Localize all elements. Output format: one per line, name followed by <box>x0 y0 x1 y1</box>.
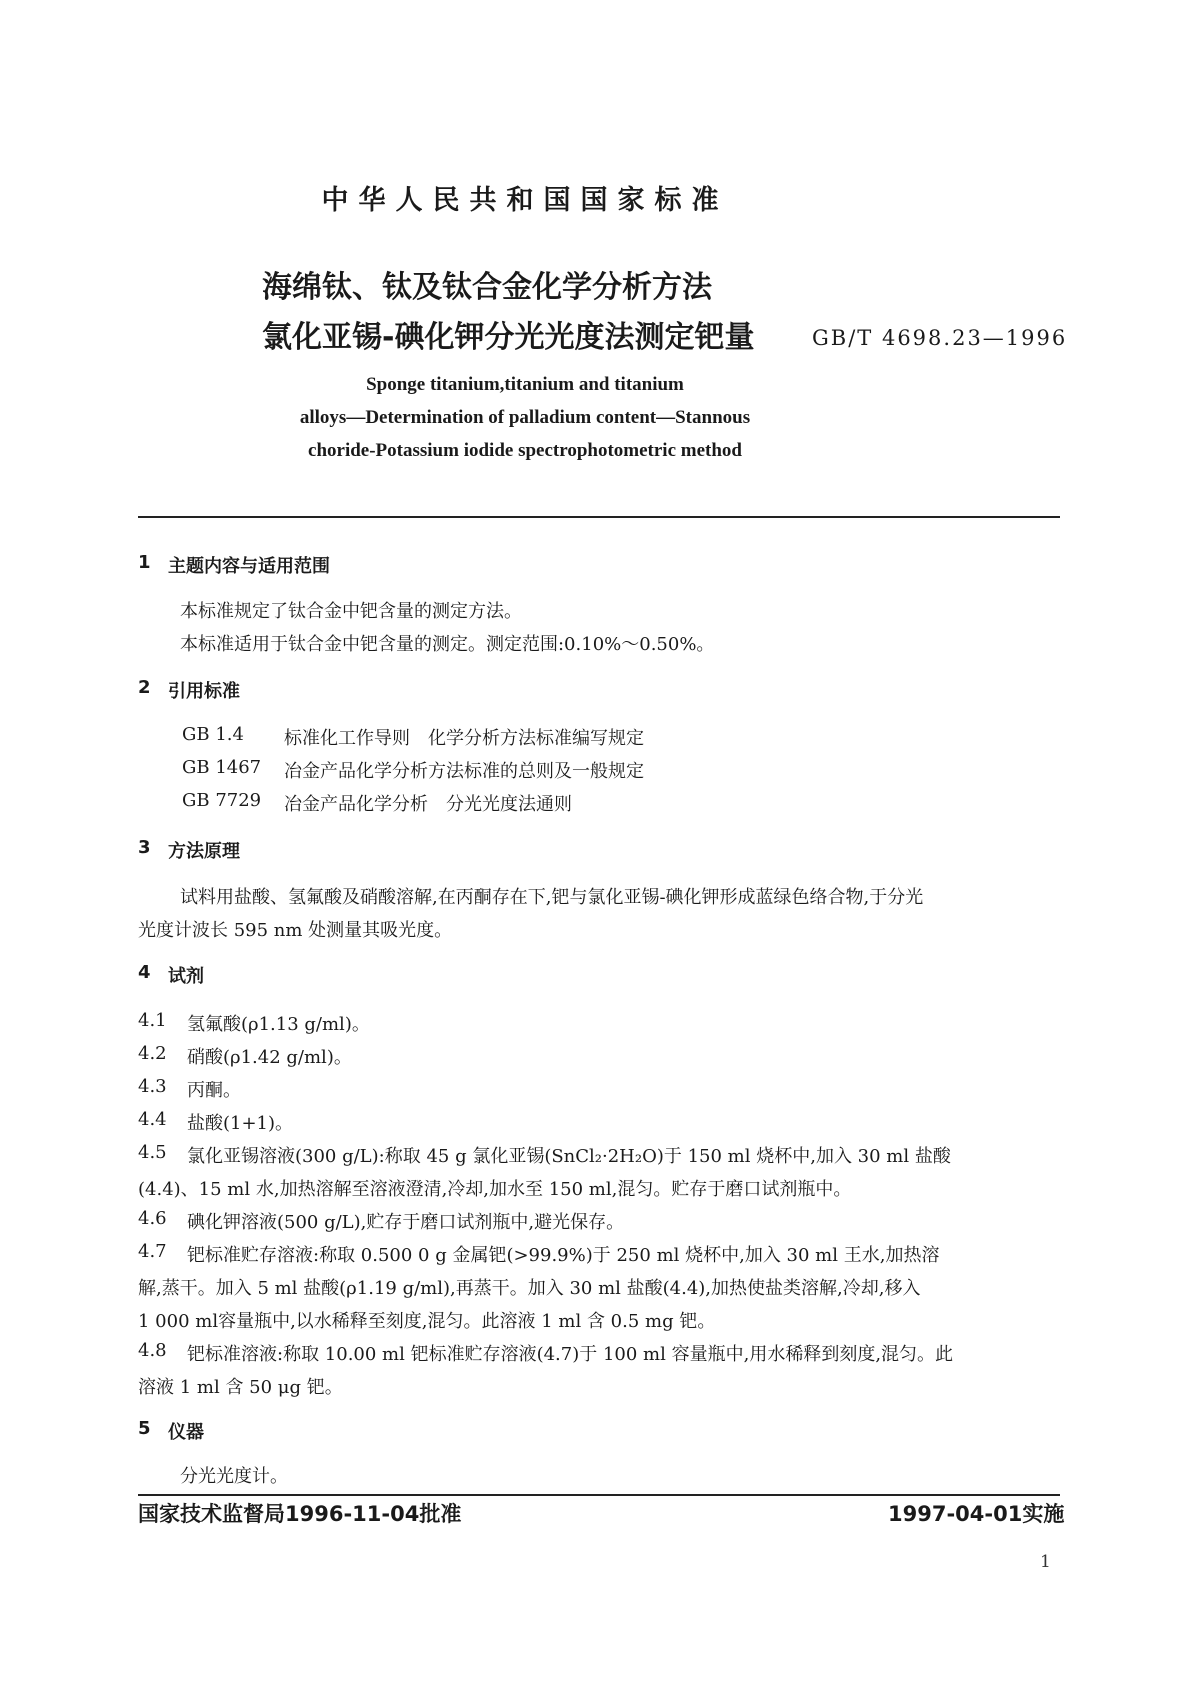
document-title-line1: 海绵钛、钛及钛合金化学分析方法 <box>262 270 712 305</box>
section-title-apparatus: 仪器 <box>168 1422 204 1443</box>
section-title-principle: 方法原理 <box>168 841 240 862</box>
effective-date: 1997-04-01实施 <box>888 1502 1065 1526</box>
reagent-text: 钯标准贮存溶液:称取 0.500 0 g 金属钯(>99.9%)于 250 ml 烧杯中,加入 30 ml 王水,加热溶 <box>187 1245 940 1266</box>
reference-title: 冶金产品化学分析方法标准的总则及一般规定 <box>284 761 644 782</box>
reagent-number: 4.2 <box>138 1043 167 1064</box>
section-number: 2 <box>138 677 151 698</box>
reference-title: 冶金产品化学分析 分光光度法通则 <box>284 794 572 815</box>
english-title-line3: choride-Potassium iodide spectrophotometric method <box>308 440 742 461</box>
reagent-text: 碘化钾溶液(500 g/L),贮存于磨口试剂瓶中,避光保存。 <box>187 1212 625 1233</box>
reagent-number: 4.3 <box>138 1076 167 1097</box>
reagent-number: 4.5 <box>138 1142 167 1163</box>
reagent-text: 丙酮。 <box>187 1080 241 1101</box>
reagent-text-continuation: 溶液 1 ml 含 50 μg 钯。 <box>138 1377 343 1398</box>
document-title-line2: 氯化亚锡-碘化钾分光光度法测定钯量 <box>262 320 755 355</box>
reagent-number: 4.4 <box>138 1109 167 1130</box>
header-divider <box>138 516 1060 518</box>
reagent-number: 4.1 <box>138 1010 167 1031</box>
section-number: 1 <box>138 552 151 573</box>
standard-number: GB/T 4698.23—1996 <box>812 326 1068 350</box>
reagent-text: 氯化亚锡溶液(300 g/L):称取 45 g 氯化亚锡(SnCl₂·2H₂O)于 150 ml 烧杯中,加入 30 ml 盐酸 <box>187 1146 951 1167</box>
reagent-text: 硝酸(ρ1.42 g/ml)。 <box>187 1047 352 1068</box>
reagent-number: 4.7 <box>138 1241 167 1262</box>
section-title-reagents: 试剂 <box>168 966 204 987</box>
reference-code: GB 1.4 <box>182 724 244 745</box>
section-number: 3 <box>138 837 151 858</box>
paragraph: 本标准规定了钛合金中钯含量的测定方法。 <box>180 601 522 622</box>
english-title-line1: Sponge titanium,titanium and titanium <box>366 374 684 395</box>
reagent-text: 盐酸(1+1)。 <box>187 1113 294 1134</box>
national-standard-heading: 中华人民共和国国家标准 <box>321 185 729 216</box>
paragraph: 试料用盐酸、氢氟酸及硝酸溶解,在丙酮存在下,钯与氯化亚锡-碘化钾形成蓝绿色络合物,于分光 <box>180 887 924 908</box>
reference-title: 标准化工作导则 化学分析方法标准编写规定 <box>284 728 644 749</box>
paragraph: 光度计波长 595 nm 处测量其吸光度。 <box>138 920 453 941</box>
section-number: 5 <box>138 1418 151 1439</box>
page-number: 1 <box>1040 1552 1051 1572</box>
english-title-line2: alloys—Determination of palladium content—Stannous <box>299 407 751 428</box>
footer-divider <box>138 1494 1060 1496</box>
reagent-number: 4.8 <box>138 1340 167 1361</box>
reference-code: GB 7729 <box>182 790 262 811</box>
reagent-text: 氢氟酸(ρ1.13 g/ml)。 <box>187 1014 370 1035</box>
section-title-scope: 主题内容与适用范围 <box>168 556 330 577</box>
reagent-text-continuation: 解,蒸干。加入 5 ml 盐酸(ρ1.19 g/ml),再蒸干。加入 30 ml 盐酸(4.4),加热使盐类溶解,冷却,移入 <box>138 1278 921 1299</box>
reagent-text-continuation: (4.4)、15 ml 水,加热溶解至溶液澄清,冷却,加水至 150 ml,混匀。贮存于磨口试剂瓶中。 <box>138 1179 852 1200</box>
section-title-references: 引用标准 <box>168 681 240 702</box>
reagent-text-continuation: 1 000 ml容量瓶中,以水稀释至刻度,混匀。此溶液 1 ml 含 0.5 mg 钯。 <box>138 1311 716 1332</box>
reagent-number: 4.6 <box>138 1208 167 1229</box>
reference-code: GB 1467 <box>182 757 262 778</box>
paragraph: 本标准适用于钛合金中钯含量的测定。测定范围:0.10%～0.50%。 <box>180 634 715 655</box>
reagent-text: 钯标准溶液:称取 10.00 ml 钯标准贮存溶液(4.7)于 100 ml 容量瓶中,用水稀释到刻度,混匀。此 <box>187 1344 954 1365</box>
section-number: 4 <box>138 962 151 983</box>
approval-date: 国家技术监督局1996-11-04批准 <box>138 1502 462 1526</box>
paragraph: 分光光度计。 <box>180 1466 288 1487</box>
